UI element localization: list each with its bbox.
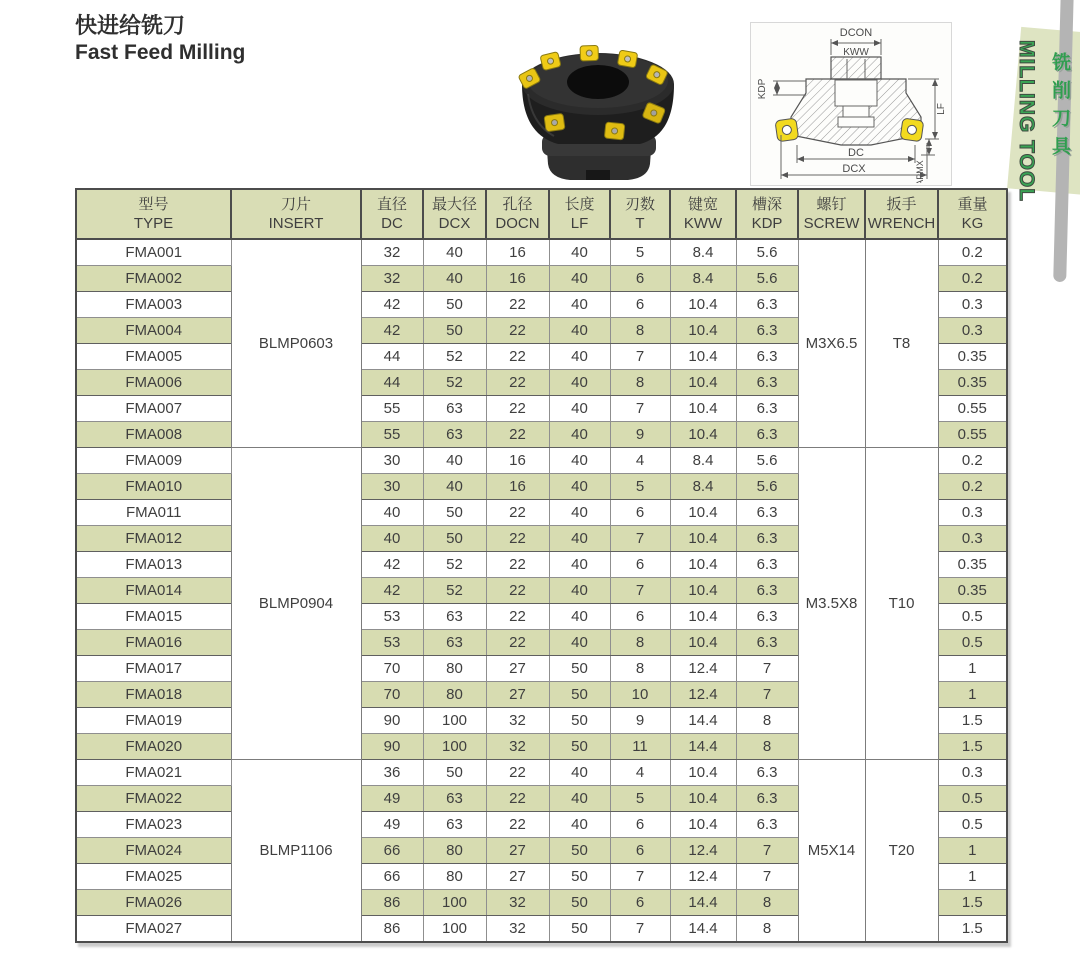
cell-dcx: 40 <box>423 266 486 292</box>
cell-kdp: 8 <box>736 734 798 760</box>
cell-kdp: 8 <box>736 708 798 734</box>
cell-type: FMA016 <box>76 630 231 656</box>
cell-dcx: 52 <box>423 552 486 578</box>
cell-type: FMA012 <box>76 526 231 552</box>
cell-dcx: 50 <box>423 318 486 344</box>
cell-t: 7 <box>610 864 670 890</box>
banner-text-zh: 铣削刀具 <box>1049 52 1070 164</box>
cell-docn: 32 <box>486 734 549 760</box>
cell-kww: 10.4 <box>670 526 736 552</box>
cell-t: 7 <box>610 578 670 604</box>
cell-lf: 40 <box>549 604 610 630</box>
cell-kww: 8.4 <box>670 239 736 266</box>
cell-docn: 22 <box>486 604 549 630</box>
dimension-diagram <box>750 22 952 186</box>
cell-kww: 10.4 <box>670 578 736 604</box>
cell-dcx: 40 <box>423 448 486 474</box>
cell-kdp: 7 <box>736 656 798 682</box>
cell-lf: 40 <box>549 552 610 578</box>
cell-lf: 40 <box>549 630 610 656</box>
cell-kdp: 6.3 <box>736 318 798 344</box>
cell-type: FMA025 <box>76 864 231 890</box>
cell-docn: 22 <box>486 552 549 578</box>
cell-docn: 22 <box>486 812 549 838</box>
cell-type: FMA023 <box>76 812 231 838</box>
cell-kww: 8.4 <box>670 474 736 500</box>
cell-type: FMA014 <box>76 578 231 604</box>
cell-t: 4 <box>610 760 670 786</box>
label-kww: KWW <box>843 47 869 58</box>
cell-docn: 22 <box>486 422 549 448</box>
spec-table <box>75 188 1008 943</box>
table-row <box>76 760 1007 786</box>
cell-type: FMA005 <box>76 344 231 370</box>
cell-kg: 0.55 <box>938 396 1007 422</box>
cell-kg: 1.5 <box>938 916 1007 943</box>
table-row <box>76 239 1007 266</box>
spec-table-wrap <box>75 188 1008 943</box>
cell-kww: 8.4 <box>670 448 736 474</box>
cell-lf: 40 <box>549 812 610 838</box>
cell-kdp: 6.3 <box>736 812 798 838</box>
cell-dcx: 100 <box>423 708 486 734</box>
cell-type: FMA020 <box>76 734 231 760</box>
cell-docn: 22 <box>486 396 549 422</box>
cell-kww: 10.4 <box>670 422 736 448</box>
cell-kdp: 6.3 <box>736 604 798 630</box>
cell-kg: 0.5 <box>938 630 1007 656</box>
cell-kdp: 6.3 <box>736 552 798 578</box>
cell-kdp: 8 <box>736 916 798 943</box>
cell-kdp: 8 <box>736 890 798 916</box>
cell-t: 5 <box>610 786 670 812</box>
cell-dc: 42 <box>361 292 423 318</box>
cell-dcx: 50 <box>423 526 486 552</box>
cell-kww: 10.4 <box>670 552 736 578</box>
cell-kdp: 6.3 <box>736 630 798 656</box>
cell-lf: 50 <box>549 864 610 890</box>
cell-type: FMA027 <box>76 916 231 943</box>
cell-t: 11 <box>610 734 670 760</box>
cell-kww: 10.4 <box>670 630 736 656</box>
cell-dcx: 63 <box>423 786 486 812</box>
label-dcx: DCX <box>842 163 866 175</box>
label-kdp: KDP <box>757 78 768 100</box>
page-title-en: Fast Feed Milling <box>75 40 246 64</box>
cell-kdp: 6.3 <box>736 292 798 318</box>
cell-docn: 22 <box>486 318 549 344</box>
cell-kg: 0.55 <box>938 422 1007 448</box>
col-header-insert: 刀片 INSERT <box>231 189 361 239</box>
col-header-kdp: 槽深 KDP <box>736 189 798 239</box>
cell-screw: M5X14 <box>798 760 865 943</box>
cell-docn: 16 <box>486 448 549 474</box>
cell-t: 7 <box>610 916 670 943</box>
cell-kdp: 6.3 <box>736 344 798 370</box>
cell-dcx: 52 <box>423 370 486 396</box>
cell-kg: 0.5 <box>938 604 1007 630</box>
cell-kww: 10.4 <box>670 396 736 422</box>
cell-t: 6 <box>610 292 670 318</box>
cell-lf: 40 <box>549 422 610 448</box>
cell-type: FMA001 <box>76 239 231 266</box>
cell-t: 8 <box>610 318 670 344</box>
cell-docn: 16 <box>486 266 549 292</box>
cell-kww: 10.4 <box>670 344 736 370</box>
cell-kww: 10.4 <box>670 604 736 630</box>
cell-t: 8 <box>610 630 670 656</box>
cell-kww: 10.4 <box>670 786 736 812</box>
cell-dcx: 52 <box>423 578 486 604</box>
cell-dc: 40 <box>361 526 423 552</box>
cell-kww: 8.4 <box>670 266 736 292</box>
label-lf: LF <box>936 103 947 115</box>
cell-kww: 14.4 <box>670 708 736 734</box>
cell-t: 10 <box>610 682 670 708</box>
cell-lf: 40 <box>549 500 610 526</box>
cell-t: 6 <box>610 838 670 864</box>
cell-kdp: 6.3 <box>736 422 798 448</box>
col-header-dcx: 最大径 DCX <box>423 189 486 239</box>
cell-kdp: 6.3 <box>736 500 798 526</box>
cell-t: 6 <box>610 890 670 916</box>
cell-kww: 10.4 <box>670 812 736 838</box>
cell-dcx: 52 <box>423 344 486 370</box>
cell-dcx: 50 <box>423 500 486 526</box>
page-title-zh: 快进给铣刀 <box>75 13 186 38</box>
cell-lf: 40 <box>549 344 610 370</box>
cell-kww: 10.4 <box>670 292 736 318</box>
cell-wrench: T10 <box>865 448 938 760</box>
cell-kg: 0.3 <box>938 318 1007 344</box>
cell-dc: 55 <box>361 422 423 448</box>
cell-dcx: 63 <box>423 422 486 448</box>
cell-wrench: T8 <box>865 239 938 448</box>
col-header-kg: 重量 KG <box>938 189 1007 239</box>
cell-type: FMA013 <box>76 552 231 578</box>
label-dc: DC <box>848 147 864 159</box>
cell-docn: 27 <box>486 682 549 708</box>
cell-lf: 50 <box>549 682 610 708</box>
table-row <box>76 448 1007 474</box>
cell-lf: 50 <box>549 838 610 864</box>
cell-lf: 50 <box>549 734 610 760</box>
cell-kg: 0.35 <box>938 578 1007 604</box>
cell-kww: 12.4 <box>670 656 736 682</box>
cell-dcx: 100 <box>423 734 486 760</box>
cell-t: 6 <box>610 812 670 838</box>
cell-kg: 0.2 <box>938 448 1007 474</box>
cell-t: 5 <box>610 474 670 500</box>
cell-lf: 40 <box>549 474 610 500</box>
cell-lf: 40 <box>549 239 610 266</box>
cell-kg: 0.3 <box>938 292 1007 318</box>
cell-type: FMA019 <box>76 708 231 734</box>
cell-lf: 40 <box>549 448 610 474</box>
cell-kww: 10.4 <box>670 318 736 344</box>
cell-kdp: 6.3 <box>736 578 798 604</box>
cell-dc: 30 <box>361 474 423 500</box>
cell-type: FMA011 <box>76 500 231 526</box>
cell-dc: 36 <box>361 760 423 786</box>
cell-docn: 16 <box>486 474 549 500</box>
cell-docn: 32 <box>486 708 549 734</box>
cell-type: FMA018 <box>76 682 231 708</box>
cell-t: 9 <box>610 422 670 448</box>
cell-kg: 0.35 <box>938 370 1007 396</box>
face-mill-photo-art <box>488 24 710 186</box>
cell-type: FMA008 <box>76 422 231 448</box>
col-header-docn: 孔径 DOCN <box>486 189 549 239</box>
cell-kdp: 6.3 <box>736 760 798 786</box>
cell-dc: 86 <box>361 890 423 916</box>
milling-tool-banner <box>1002 0 1080 320</box>
cell-kg: 0.2 <box>938 239 1007 266</box>
cell-dc: 49 <box>361 786 423 812</box>
cell-docn: 32 <box>486 890 549 916</box>
cell-kdp: 6.3 <box>736 786 798 812</box>
cell-docn: 22 <box>486 526 549 552</box>
cell-kww: 14.4 <box>670 890 736 916</box>
cell-screw: M3X6.5 <box>798 239 865 448</box>
cell-docn: 27 <box>486 838 549 864</box>
cell-t: 4 <box>610 448 670 474</box>
col-header-type: 型号 TYPE <box>76 189 231 239</box>
cell-docn: 27 <box>486 864 549 890</box>
cell-t: 9 <box>610 708 670 734</box>
cell-dcx: 40 <box>423 474 486 500</box>
col-header-lf: 长度 LF <box>549 189 610 239</box>
cell-kdp: 7 <box>736 682 798 708</box>
cell-dc: 30 <box>361 448 423 474</box>
cell-dc: 90 <box>361 708 423 734</box>
cell-lf: 40 <box>549 578 610 604</box>
cell-docn: 22 <box>486 760 549 786</box>
cell-docn: 22 <box>486 786 549 812</box>
label-apmx: APMX <box>915 160 925 183</box>
cell-dc: 44 <box>361 370 423 396</box>
cell-kdp: 7 <box>736 864 798 890</box>
cell-dcx: 63 <box>423 630 486 656</box>
cell-kg: 0.5 <box>938 786 1007 812</box>
cell-dc: 66 <box>361 864 423 890</box>
cell-lf: 50 <box>549 708 610 734</box>
cell-t: 6 <box>610 552 670 578</box>
cell-docn: 22 <box>486 344 549 370</box>
cell-dc: 32 <box>361 266 423 292</box>
cell-lf: 40 <box>549 526 610 552</box>
cell-kg: 0.2 <box>938 474 1007 500</box>
cell-insert: BLMP1106 <box>231 760 361 943</box>
cell-dcx: 80 <box>423 682 486 708</box>
cell-docn: 32 <box>486 916 549 943</box>
cell-kg: 1.5 <box>938 708 1007 734</box>
col-header-kww: 键宽 KWW <box>670 189 736 239</box>
cell-t: 8 <box>610 370 670 396</box>
cell-dc: 49 <box>361 812 423 838</box>
cell-t: 5 <box>610 239 670 266</box>
cell-kg: 1 <box>938 864 1007 890</box>
col-header-screw: 螺钉 SCREW <box>798 189 865 239</box>
cell-type: FMA015 <box>76 604 231 630</box>
cell-docn: 22 <box>486 500 549 526</box>
cell-dcx: 63 <box>423 396 486 422</box>
cell-dc: 86 <box>361 916 423 943</box>
cell-kww: 12.4 <box>670 682 736 708</box>
cell-kdp: 5.6 <box>736 448 798 474</box>
cell-dc: 44 <box>361 344 423 370</box>
col-header-dc: 直径 DC <box>361 189 423 239</box>
cell-t: 7 <box>610 526 670 552</box>
dimension-diagram-art <box>751 23 949 183</box>
cell-dc: 42 <box>361 552 423 578</box>
cell-kdp: 7 <box>736 838 798 864</box>
cell-kg: 0.3 <box>938 760 1007 786</box>
cell-dcx: 50 <box>423 760 486 786</box>
cell-kww: 10.4 <box>670 760 736 786</box>
cell-kg: 1.5 <box>938 734 1007 760</box>
cell-dcx: 50 <box>423 292 486 318</box>
cell-dc: 32 <box>361 239 423 266</box>
cell-dcx: 40 <box>423 239 486 266</box>
cell-lf: 40 <box>549 786 610 812</box>
cell-dcx: 80 <box>423 838 486 864</box>
cell-dc: 66 <box>361 838 423 864</box>
cell-kg: 1.5 <box>938 890 1007 916</box>
cell-dc: 70 <box>361 656 423 682</box>
cell-kdp: 6.3 <box>736 526 798 552</box>
cell-type: FMA004 <box>76 318 231 344</box>
cell-lf: 40 <box>549 266 610 292</box>
cell-kg: 1 <box>938 682 1007 708</box>
banner-text-en: MILLING TOOL <box>1015 40 1038 203</box>
cell-type: FMA007 <box>76 396 231 422</box>
cell-type: FMA024 <box>76 838 231 864</box>
cell-t: 6 <box>610 266 670 292</box>
cell-kdp: 5.6 <box>736 474 798 500</box>
cell-dc: 70 <box>361 682 423 708</box>
cell-docn: 16 <box>486 239 549 266</box>
cell-t: 7 <box>610 344 670 370</box>
cell-type: FMA026 <box>76 890 231 916</box>
cell-kww: 10.4 <box>670 500 736 526</box>
cell-dc: 53 <box>361 604 423 630</box>
cell-dcx: 80 <box>423 864 486 890</box>
cell-lf: 50 <box>549 890 610 916</box>
cell-screw: M3.5X8 <box>798 448 865 760</box>
cell-dc: 53 <box>361 630 423 656</box>
cell-dcx: 63 <box>423 812 486 838</box>
cell-type: FMA003 <box>76 292 231 318</box>
cell-insert: BLMP0904 <box>231 448 361 760</box>
cell-dcx: 100 <box>423 916 486 943</box>
cell-lf: 50 <box>549 656 610 682</box>
cell-kww: 14.4 <box>670 734 736 760</box>
cell-type: FMA010 <box>76 474 231 500</box>
cell-kdp: 5.6 <box>736 266 798 292</box>
cell-kg: 1 <box>938 838 1007 864</box>
cell-lf: 40 <box>549 396 610 422</box>
cell-kg: 1 <box>938 656 1007 682</box>
cell-dc: 42 <box>361 578 423 604</box>
cell-lf: 40 <box>549 292 610 318</box>
cell-kdp: 6.3 <box>736 396 798 422</box>
label-dcon: DCON <box>839 27 873 39</box>
cell-kdp: 5.6 <box>736 239 798 266</box>
cell-t: 6 <box>610 604 670 630</box>
cell-lf: 50 <box>549 916 610 943</box>
cell-lf: 40 <box>549 370 610 396</box>
cell-kww: 12.4 <box>670 864 736 890</box>
cell-kg: 0.35 <box>938 344 1007 370</box>
cell-dcx: 100 <box>423 890 486 916</box>
cell-lf: 40 <box>549 318 610 344</box>
header-row <box>76 189 1007 239</box>
cell-type: FMA009 <box>76 448 231 474</box>
spec-table-body <box>76 239 1007 942</box>
cell-type: FMA022 <box>76 786 231 812</box>
cell-dc: 40 <box>361 500 423 526</box>
cell-insert: BLMP0603 <box>231 239 361 448</box>
col-header-t: 刃数 T <box>610 189 670 239</box>
page-title <box>75 12 245 66</box>
cell-dcx: 80 <box>423 656 486 682</box>
cell-type: FMA017 <box>76 656 231 682</box>
cell-kg: 0.3 <box>938 526 1007 552</box>
cell-wrench: T20 <box>865 760 938 943</box>
cell-docn: 22 <box>486 292 549 318</box>
cell-kww: 10.4 <box>670 370 736 396</box>
face-mill-photo <box>488 24 710 186</box>
cell-type: FMA002 <box>76 266 231 292</box>
cell-kdp: 6.3 <box>736 370 798 396</box>
cell-type: FMA021 <box>76 760 231 786</box>
cell-docn: 22 <box>486 370 549 396</box>
cell-dc: 55 <box>361 396 423 422</box>
cell-lf: 40 <box>549 760 610 786</box>
cell-type: FMA006 <box>76 370 231 396</box>
cell-t: 7 <box>610 396 670 422</box>
cell-kww: 12.4 <box>670 838 736 864</box>
cell-dcx: 63 <box>423 604 486 630</box>
col-header-wrench: 扳手 WRENCH <box>865 189 938 239</box>
cell-dc: 42 <box>361 318 423 344</box>
cell-kg: 0.35 <box>938 552 1007 578</box>
cell-kww: 14.4 <box>670 916 736 943</box>
spec-table-head <box>76 189 1007 239</box>
cell-docn: 27 <box>486 656 549 682</box>
cell-t: 6 <box>610 500 670 526</box>
cell-kg: 0.2 <box>938 266 1007 292</box>
cell-dc: 90 <box>361 734 423 760</box>
cell-kg: 0.3 <box>938 500 1007 526</box>
cell-kg: 0.5 <box>938 812 1007 838</box>
cell-docn: 22 <box>486 578 549 604</box>
cell-docn: 22 <box>486 630 549 656</box>
cell-t: 8 <box>610 656 670 682</box>
